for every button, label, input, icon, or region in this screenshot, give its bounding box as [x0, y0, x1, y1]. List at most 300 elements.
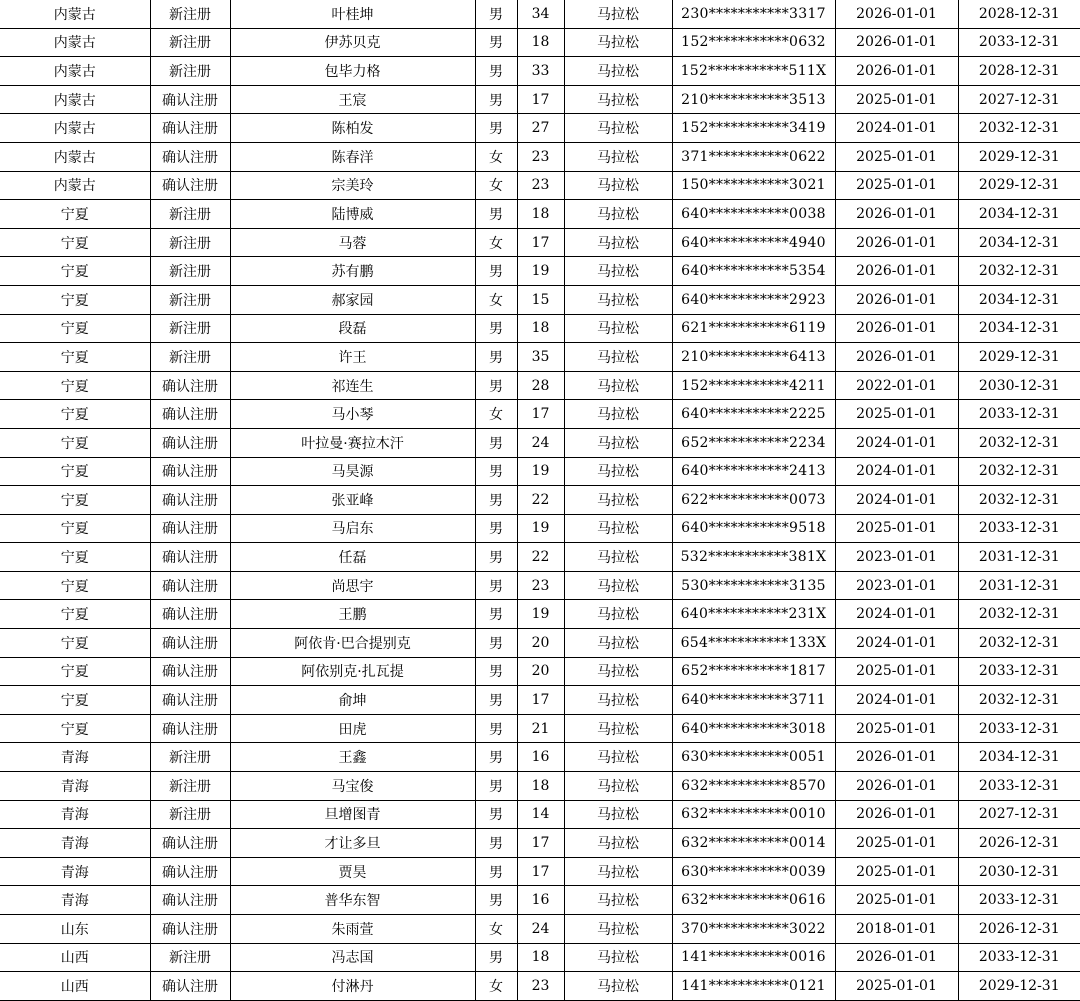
name-cell: 许王	[230, 343, 475, 372]
event-cell: 马拉松	[564, 28, 672, 57]
event-cell: 马拉松	[564, 0, 672, 28]
event-cell: 马拉松	[564, 200, 672, 229]
end-date-cell: 2028-12-31	[958, 0, 1080, 28]
name-cell: 叶拉曼·赛拉木汗	[230, 428, 475, 457]
id-number-cell: 640***********2923	[672, 285, 835, 314]
name-cell: 宗美玲	[230, 171, 475, 200]
age-cell: 27	[517, 114, 564, 143]
gender-cell: 男	[475, 371, 517, 400]
table-row	[0, 571, 1080, 600]
table-row	[0, 543, 1080, 572]
event-cell: 马拉松	[564, 543, 672, 572]
province-cell: 内蒙古	[0, 114, 150, 143]
event-cell: 马拉松	[564, 343, 672, 372]
name-cell: 尚思宇	[230, 571, 475, 600]
id-number-cell: 654***********133X	[672, 629, 835, 658]
age-cell: 15	[517, 285, 564, 314]
reg-type-cell: 确认注册	[150, 85, 230, 114]
table-row	[0, 428, 1080, 457]
end-date-cell: 2034-12-31	[958, 228, 1080, 257]
table-row	[0, 915, 1080, 944]
name-cell: 任磊	[230, 543, 475, 572]
table-row	[0, 257, 1080, 286]
id-number-cell: 152***********3419	[672, 114, 835, 143]
reg-type-cell: 新注册	[150, 800, 230, 829]
table-row	[0, 57, 1080, 86]
name-cell: 祁连生	[230, 371, 475, 400]
end-date-cell: 2029-12-31	[958, 142, 1080, 171]
age-cell: 16	[517, 886, 564, 915]
end-date-cell: 2032-12-31	[958, 257, 1080, 286]
province-cell: 宁夏	[0, 285, 150, 314]
start-date-cell: 2026-01-01	[835, 285, 958, 314]
event-cell: 马拉松	[564, 400, 672, 429]
id-number-cell: 152***********4211	[672, 371, 835, 400]
table-row	[0, 486, 1080, 515]
end-date-cell: 2027-12-31	[958, 800, 1080, 829]
name-cell: 陆博威	[230, 200, 475, 229]
end-date-cell: 2033-12-31	[958, 886, 1080, 915]
reg-type-cell: 确认注册	[150, 543, 230, 572]
age-cell: 23	[517, 142, 564, 171]
event-cell: 马拉松	[564, 800, 672, 829]
event-cell: 马拉松	[564, 171, 672, 200]
reg-type-cell: 确认注册	[150, 114, 230, 143]
end-date-cell: 2032-12-31	[958, 600, 1080, 629]
end-date-cell: 2033-12-31	[958, 514, 1080, 543]
id-number-cell: 640***********2413	[672, 457, 835, 486]
province-cell: 宁夏	[0, 571, 150, 600]
start-date-cell: 2025-01-01	[835, 886, 958, 915]
event-cell: 马拉松	[564, 371, 672, 400]
gender-cell: 女	[475, 400, 517, 429]
start-date-cell: 2024-01-01	[835, 486, 958, 515]
age-cell: 18	[517, 943, 564, 972]
end-date-cell: 2033-12-31	[958, 657, 1080, 686]
gender-cell: 男	[475, 257, 517, 286]
event-cell: 马拉松	[564, 629, 672, 658]
age-cell: 19	[517, 457, 564, 486]
name-cell: 马启东	[230, 514, 475, 543]
start-date-cell: 2026-01-01	[835, 772, 958, 801]
event-cell: 马拉松	[564, 772, 672, 801]
gender-cell: 女	[475, 142, 517, 171]
reg-type-cell: 确认注册	[150, 514, 230, 543]
event-cell: 马拉松	[564, 114, 672, 143]
id-number-cell: 371***********0622	[672, 142, 835, 171]
gender-cell: 女	[475, 972, 517, 1001]
age-cell: 20	[517, 629, 564, 658]
reg-type-cell: 确认注册	[150, 142, 230, 171]
gender-cell: 男	[475, 743, 517, 772]
end-date-cell: 2033-12-31	[958, 714, 1080, 743]
province-cell: 青海	[0, 743, 150, 772]
table-row	[0, 886, 1080, 915]
province-cell: 内蒙古	[0, 171, 150, 200]
province-cell: 宁夏	[0, 514, 150, 543]
id-number-cell: 210***********3513	[672, 85, 835, 114]
start-date-cell: 2026-01-01	[835, 200, 958, 229]
age-cell: 23	[517, 571, 564, 600]
end-date-cell: 2033-12-31	[958, 28, 1080, 57]
end-date-cell: 2032-12-31	[958, 457, 1080, 486]
end-date-cell: 2034-12-31	[958, 200, 1080, 229]
name-cell: 苏有鹏	[230, 257, 475, 286]
reg-type-cell: 确认注册	[150, 915, 230, 944]
table-row	[0, 629, 1080, 658]
id-number-cell: 640***********3711	[672, 686, 835, 715]
reg-type-cell: 确认注册	[150, 714, 230, 743]
province-cell: 宁夏	[0, 200, 150, 229]
gender-cell: 男	[475, 772, 517, 801]
gender-cell: 女	[475, 228, 517, 257]
gender-cell: 男	[475, 686, 517, 715]
table-row	[0, 114, 1080, 143]
province-cell: 宁夏	[0, 543, 150, 572]
gender-cell: 男	[475, 857, 517, 886]
age-cell: 17	[517, 829, 564, 858]
reg-type-cell: 确认注册	[150, 657, 230, 686]
name-cell: 阿依肯·巴合提别克	[230, 629, 475, 658]
gender-cell: 女	[475, 171, 517, 200]
age-cell: 18	[517, 200, 564, 229]
table-row	[0, 829, 1080, 858]
name-cell: 陈柏发	[230, 114, 475, 143]
id-number-cell: 632***********8570	[672, 772, 835, 801]
start-date-cell: 2022-01-01	[835, 371, 958, 400]
table-row	[0, 457, 1080, 486]
table-row	[0, 600, 1080, 629]
gender-cell: 男	[475, 714, 517, 743]
age-cell: 17	[517, 400, 564, 429]
id-number-cell: 640***********2225	[672, 400, 835, 429]
start-date-cell: 2024-01-01	[835, 600, 958, 629]
table-row	[0, 686, 1080, 715]
province-cell: 山西	[0, 972, 150, 1001]
start-date-cell: 2025-01-01	[835, 657, 958, 686]
start-date-cell: 2025-01-01	[835, 857, 958, 886]
table-row	[0, 314, 1080, 343]
reg-type-cell: 确认注册	[150, 686, 230, 715]
reg-type-cell: 新注册	[150, 257, 230, 286]
age-cell: 24	[517, 915, 564, 944]
end-date-cell: 2032-12-31	[958, 686, 1080, 715]
event-cell: 马拉松	[564, 857, 672, 886]
end-date-cell: 2034-12-31	[958, 314, 1080, 343]
reg-type-cell: 确认注册	[150, 486, 230, 515]
name-cell: 才让多旦	[230, 829, 475, 858]
table-row	[0, 514, 1080, 543]
event-cell: 马拉松	[564, 886, 672, 915]
province-cell: 宁夏	[0, 257, 150, 286]
end-date-cell: 2030-12-31	[958, 857, 1080, 886]
reg-type-cell: 确认注册	[150, 428, 230, 457]
province-cell: 宁夏	[0, 457, 150, 486]
name-cell: 段磊	[230, 314, 475, 343]
end-date-cell: 2029-12-31	[958, 972, 1080, 1001]
table-row	[0, 857, 1080, 886]
gender-cell: 男	[475, 629, 517, 658]
province-cell: 山东	[0, 915, 150, 944]
reg-type-cell: 确认注册	[150, 400, 230, 429]
event-cell: 马拉松	[564, 829, 672, 858]
id-number-cell: 152***********0632	[672, 28, 835, 57]
id-number-cell: 370***********3022	[672, 915, 835, 944]
start-date-cell: 2026-01-01	[835, 257, 958, 286]
province-cell: 宁夏	[0, 600, 150, 629]
province-cell: 青海	[0, 886, 150, 915]
name-cell: 包毕力格	[230, 57, 475, 86]
event-cell: 马拉松	[564, 257, 672, 286]
table-row	[0, 943, 1080, 972]
reg-type-cell: 确认注册	[150, 857, 230, 886]
start-date-cell: 2026-01-01	[835, 743, 958, 772]
start-date-cell: 2025-01-01	[835, 171, 958, 200]
event-cell: 马拉松	[564, 600, 672, 629]
name-cell: 阿依别克·扎瓦提	[230, 657, 475, 686]
id-number-cell: 652***********2234	[672, 428, 835, 457]
event-cell: 马拉松	[564, 571, 672, 600]
event-cell: 马拉松	[564, 428, 672, 457]
id-number-cell: 141***********0121	[672, 972, 835, 1001]
id-number-cell: 640***********0038	[672, 200, 835, 229]
gender-cell: 男	[475, 343, 517, 372]
start-date-cell: 2025-01-01	[835, 829, 958, 858]
name-cell: 马小琴	[230, 400, 475, 429]
age-cell: 23	[517, 171, 564, 200]
age-cell: 17	[517, 686, 564, 715]
start-date-cell: 2025-01-01	[835, 972, 958, 1001]
age-cell: 23	[517, 972, 564, 1001]
age-cell: 18	[517, 28, 564, 57]
age-cell: 16	[517, 743, 564, 772]
gender-cell: 男	[475, 57, 517, 86]
name-cell: 俞坤	[230, 686, 475, 715]
start-date-cell: 2024-01-01	[835, 686, 958, 715]
reg-type-cell: 新注册	[150, 285, 230, 314]
event-cell: 马拉松	[564, 714, 672, 743]
id-number-cell: 152***********511X	[672, 57, 835, 86]
name-cell: 马宝俊	[230, 772, 475, 801]
province-cell: 宁夏	[0, 428, 150, 457]
province-cell: 宁夏	[0, 228, 150, 257]
name-cell: 王宸	[230, 85, 475, 114]
table-row	[0, 171, 1080, 200]
name-cell: 叶桂坤	[230, 0, 475, 28]
reg-type-cell: 确认注册	[150, 171, 230, 200]
id-number-cell: 532***********381X	[672, 543, 835, 572]
province-cell: 宁夏	[0, 686, 150, 715]
id-number-cell: 640***********231X	[672, 600, 835, 629]
event-cell: 马拉松	[564, 972, 672, 1001]
table-row	[0, 772, 1080, 801]
table-row	[0, 657, 1080, 686]
age-cell: 18	[517, 772, 564, 801]
end-date-cell: 2032-12-31	[958, 114, 1080, 143]
gender-cell: 男	[475, 0, 517, 28]
name-cell: 王鹏	[230, 600, 475, 629]
start-date-cell: 2025-01-01	[835, 514, 958, 543]
province-cell: 宁夏	[0, 629, 150, 658]
province-cell: 内蒙古	[0, 0, 150, 28]
id-number-cell: 652***********1817	[672, 657, 835, 686]
gender-cell: 男	[475, 114, 517, 143]
start-date-cell: 2026-01-01	[835, 943, 958, 972]
gender-cell: 男	[475, 571, 517, 600]
reg-type-cell: 新注册	[150, 943, 230, 972]
end-date-cell: 2030-12-31	[958, 371, 1080, 400]
end-date-cell: 2029-12-31	[958, 343, 1080, 372]
name-cell: 朱雨萱	[230, 915, 475, 944]
gender-cell: 女	[475, 915, 517, 944]
reg-type-cell: 确认注册	[150, 972, 230, 1001]
start-date-cell: 2018-01-01	[835, 915, 958, 944]
table-row	[0, 343, 1080, 372]
id-number-cell: 640***********9518	[672, 514, 835, 543]
name-cell: 马昊源	[230, 457, 475, 486]
start-date-cell: 2026-01-01	[835, 343, 958, 372]
table-row	[0, 714, 1080, 743]
end-date-cell: 2031-12-31	[958, 543, 1080, 572]
reg-type-cell: 新注册	[150, 314, 230, 343]
reg-type-cell: 确认注册	[150, 629, 230, 658]
province-cell: 内蒙古	[0, 28, 150, 57]
name-cell: 普华东智	[230, 886, 475, 915]
id-number-cell: 632***********0014	[672, 829, 835, 858]
event-cell: 马拉松	[564, 943, 672, 972]
id-number-cell: 630***********0039	[672, 857, 835, 886]
table-row	[0, 371, 1080, 400]
start-date-cell: 2026-01-01	[835, 800, 958, 829]
table-row	[0, 972, 1080, 1001]
end-date-cell: 2026-12-31	[958, 915, 1080, 944]
end-date-cell: 2029-12-31	[958, 171, 1080, 200]
id-number-cell: 632***********0010	[672, 800, 835, 829]
province-cell: 宁夏	[0, 400, 150, 429]
province-cell: 山西	[0, 943, 150, 972]
name-cell: 陈春洋	[230, 142, 475, 171]
province-cell: 青海	[0, 857, 150, 886]
event-cell: 马拉松	[564, 228, 672, 257]
gender-cell: 男	[475, 457, 517, 486]
gender-cell: 男	[475, 829, 517, 858]
id-number-cell: 640***********4940	[672, 228, 835, 257]
age-cell: 21	[517, 714, 564, 743]
province-cell: 青海	[0, 800, 150, 829]
reg-type-cell: 新注册	[150, 57, 230, 86]
event-cell: 马拉松	[564, 57, 672, 86]
start-date-cell: 2026-01-01	[835, 28, 958, 57]
age-cell: 17	[517, 85, 564, 114]
reg-type-cell: 确认注册	[150, 600, 230, 629]
age-cell: 24	[517, 428, 564, 457]
event-cell: 马拉松	[564, 743, 672, 772]
id-number-cell: 150***********3021	[672, 171, 835, 200]
name-cell: 冯志国	[230, 943, 475, 972]
start-date-cell: 2024-01-01	[835, 428, 958, 457]
name-cell: 田虎	[230, 714, 475, 743]
gender-cell: 男	[475, 85, 517, 114]
name-cell: 贾昊	[230, 857, 475, 886]
province-cell: 宁夏	[0, 371, 150, 400]
event-cell: 马拉松	[564, 486, 672, 515]
end-date-cell: 2032-12-31	[958, 428, 1080, 457]
gender-cell: 男	[475, 428, 517, 457]
event-cell: 马拉松	[564, 657, 672, 686]
end-date-cell: 2027-12-31	[958, 85, 1080, 114]
gender-cell: 男	[475, 943, 517, 972]
table-row	[0, 28, 1080, 57]
id-number-cell: 141***********0016	[672, 943, 835, 972]
end-date-cell: 2033-12-31	[958, 772, 1080, 801]
age-cell: 18	[517, 314, 564, 343]
age-cell: 22	[517, 486, 564, 515]
age-cell: 14	[517, 800, 564, 829]
province-cell: 青海	[0, 772, 150, 801]
end-date-cell: 2026-12-31	[958, 829, 1080, 858]
name-cell: 马蓉	[230, 228, 475, 257]
age-cell: 35	[517, 343, 564, 372]
province-cell: 宁夏	[0, 343, 150, 372]
province-cell: 内蒙古	[0, 85, 150, 114]
table-row	[0, 228, 1080, 257]
name-cell: 伊苏贝克	[230, 28, 475, 57]
end-date-cell: 2033-12-31	[958, 943, 1080, 972]
name-cell: 旦增图青	[230, 800, 475, 829]
event-cell: 马拉松	[564, 686, 672, 715]
id-number-cell: 630***********0051	[672, 743, 835, 772]
gender-cell: 男	[475, 886, 517, 915]
id-number-cell: 210***********6413	[672, 343, 835, 372]
gender-cell: 男	[475, 486, 517, 515]
end-date-cell: 2032-12-31	[958, 486, 1080, 515]
age-cell: 33	[517, 57, 564, 86]
reg-type-cell: 确认注册	[150, 457, 230, 486]
name-cell: 郝家园	[230, 285, 475, 314]
gender-cell: 男	[475, 543, 517, 572]
gender-cell: 女	[475, 285, 517, 314]
start-date-cell: 2025-01-01	[835, 85, 958, 114]
id-number-cell: 640***********5354	[672, 257, 835, 286]
start-date-cell: 2023-01-01	[835, 543, 958, 572]
province-cell: 宁夏	[0, 657, 150, 686]
event-cell: 马拉松	[564, 457, 672, 486]
end-date-cell: 2032-12-31	[958, 629, 1080, 658]
id-number-cell: 622***********0073	[672, 486, 835, 515]
age-cell: 20	[517, 657, 564, 686]
event-cell: 马拉松	[564, 514, 672, 543]
end-date-cell: 2034-12-31	[958, 743, 1080, 772]
age-cell: 22	[517, 543, 564, 572]
end-date-cell: 2028-12-31	[958, 57, 1080, 86]
reg-type-cell: 确认注册	[150, 829, 230, 858]
start-date-cell: 2024-01-01	[835, 629, 958, 658]
event-cell: 马拉松	[564, 915, 672, 944]
reg-type-cell: 新注册	[150, 772, 230, 801]
gender-cell: 男	[475, 657, 517, 686]
table-row	[0, 85, 1080, 114]
reg-type-cell: 确认注册	[150, 886, 230, 915]
end-date-cell: 2033-12-31	[958, 400, 1080, 429]
province-cell: 宁夏	[0, 486, 150, 515]
table-row	[0, 200, 1080, 229]
name-cell: 付淋丹	[230, 972, 475, 1001]
gender-cell: 男	[475, 314, 517, 343]
age-cell: 19	[517, 600, 564, 629]
name-cell: 王鑫	[230, 743, 475, 772]
gender-cell: 男	[475, 800, 517, 829]
table-row	[0, 285, 1080, 314]
